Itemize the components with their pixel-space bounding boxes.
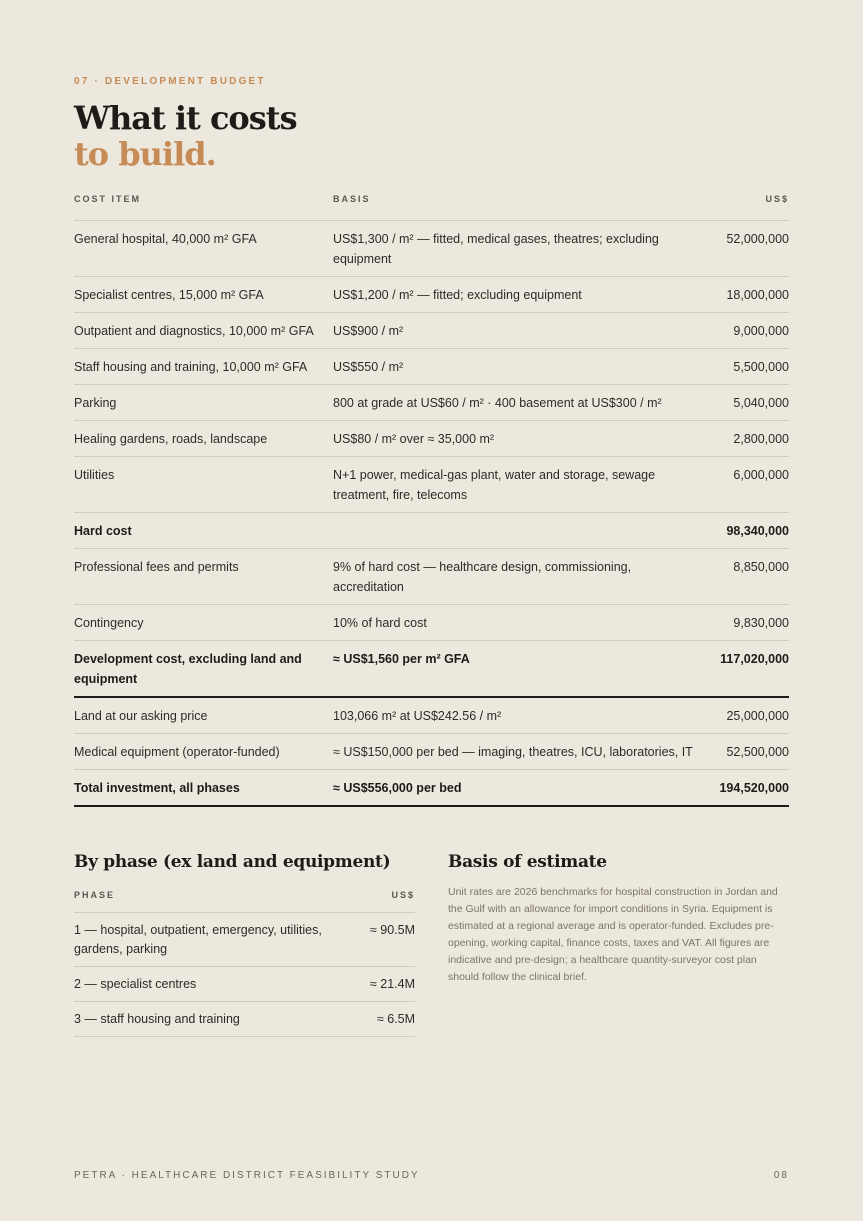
basis-heading: Basis of estimate (448, 852, 607, 872)
table-row (74, 457, 789, 513)
footer-title: PETRA · HEALTHCARE DISTRICT FEASIBILITY STUDY (74, 1170, 420, 1181)
cell-item: Utilities (74, 457, 333, 513)
basis-of-estimate-section (448, 852, 789, 986)
section-kicker: 07 · DEVELOPMENT BUDGET (74, 76, 266, 87)
cell-phase: 2 — specialist centres (74, 967, 354, 1002)
cell-item: Hard cost (74, 513, 333, 549)
title-line-2: to build. (74, 135, 216, 173)
table-row (74, 967, 415, 1002)
cell-value: 5,500,000 (708, 349, 789, 385)
cell-value: ≈ 90.5M (354, 913, 415, 967)
cell-value: ≈ 21.4M (354, 967, 415, 1002)
cell-basis: ≈ US$1,560 per m² GFA (333, 641, 708, 698)
header-usd: US$ (354, 890, 415, 913)
cell-item: Professional fees and permits (74, 549, 333, 605)
cell-item: Staff housing and training, 10,000 m² GFA (74, 349, 333, 385)
cell-phase: 3 — staff housing and training (74, 1002, 354, 1037)
cell-item: Healing gardens, roads, landscape (74, 421, 333, 457)
page-footer (74, 1170, 789, 1181)
cell-basis: 800 at grade at US$60 / m² · 400 basement at US$300 / m² (333, 385, 708, 421)
cell-item: Specialist centres, 15,000 m² GFA (74, 277, 333, 313)
cell-basis: ≈ US$556,000 per bed (333, 770, 708, 807)
cell-value: 25,000,000 (708, 697, 789, 734)
by-phase-heading: By phase (ex land and equipment) (74, 852, 391, 872)
cell-basis (333, 513, 708, 549)
by-phase-section (74, 852, 415, 1037)
cell-basis: US$900 / m² (333, 313, 708, 349)
cell-item: Total investment, all phases (74, 770, 333, 807)
phase-table-header (74, 890, 415, 913)
table-row (74, 734, 789, 770)
cell-item: Outpatient and diagnostics, 10,000 m² GFA (74, 313, 333, 349)
cell-basis: US$80 / m² over ≈ 35,000 m² (333, 421, 708, 457)
table-row (74, 313, 789, 349)
cell-item: Land at our asking price (74, 697, 333, 734)
cell-item: Medical equipment (operator-funded) (74, 734, 333, 770)
cell-value: ≈ 6.5M (354, 1002, 415, 1037)
cell-phase: 1 — hospital, outpatient, emergency, utilities, gardens, parking (74, 913, 354, 967)
header-cost-item: COST ITEM (74, 194, 333, 221)
cell-value: 8,850,000 (708, 549, 789, 605)
page-title (74, 100, 297, 172)
cell-basis: 9% of hard cost — healthcare design, commissioning, accreditation (333, 549, 708, 605)
table-row (74, 349, 789, 385)
cell-value: 9,830,000 (708, 605, 789, 641)
table-row (74, 1002, 415, 1037)
cell-value: 98,340,000 (708, 513, 789, 549)
cell-basis: US$550 / m² (333, 349, 708, 385)
table-row (74, 697, 789, 734)
table-row (74, 913, 415, 967)
cell-item: Development cost, excluding land and equipment (74, 641, 333, 698)
cell-item: General hospital, 40,000 m² GFA (74, 221, 333, 277)
total-row (74, 770, 789, 807)
cell-basis: US$1,200 / m² — fitted; excluding equipment (333, 277, 708, 313)
table-row (74, 549, 789, 605)
cell-value: 52,500,000 (708, 734, 789, 770)
cost-table-header (74, 194, 789, 221)
table-row (74, 421, 789, 457)
header-basis: BASIS (333, 194, 708, 221)
cell-value: 9,000,000 (708, 313, 789, 349)
cell-basis: N+1 power, medical-gas plant, water and storage, sewage treatment, fire, telecoms (333, 457, 708, 513)
cell-basis: 103,066 m² at US$242.56 / m² (333, 697, 708, 734)
cell-value: 2,800,000 (708, 421, 789, 457)
subtotal-row-development-cost (74, 641, 789, 698)
header-phase: PHASE (74, 890, 354, 913)
cell-basis: US$1,300 / m² — fitted, medical gases, theatres; excluding equipment (333, 221, 708, 277)
header-usd: US$ (708, 194, 789, 221)
cost-table (74, 194, 789, 807)
page-number: 08 (773, 1170, 789, 1181)
title-line-1: What it costs (74, 99, 297, 137)
phase-table (74, 890, 415, 1037)
cell-value: 6,000,000 (708, 457, 789, 513)
basis-text: Unit rates are 2026 benchmarks for hospital construction in Jordan and the Gulf with an allowance for import conditions in Syria. Equipment is estimated at a regional average and is operator-funded. Excludes pre-opening, working capital, finance costs, taxes and VAT. All figures are indicative and pre-design; a healthcare quantity-surveyor cost plan should follow the clinical brief. (448, 886, 778, 983)
cell-value: 5,040,000 (708, 385, 789, 421)
cell-value: 194,520,000 (708, 770, 789, 807)
cell-value: 52,000,000 (708, 221, 789, 277)
table-row (74, 277, 789, 313)
cell-basis: ≈ US$150,000 per bed — imaging, theatres, ICU, laboratories, IT (333, 734, 708, 770)
cell-item: Contingency (74, 605, 333, 641)
cell-value: 18,000,000 (708, 277, 789, 313)
cell-basis: 10% of hard cost (333, 605, 708, 641)
table-row (74, 605, 789, 641)
table-row (74, 385, 789, 421)
cell-value: 117,020,000 (708, 641, 789, 698)
table-row (74, 221, 789, 277)
subtotal-row-hard-cost (74, 513, 789, 549)
cell-item: Parking (74, 385, 333, 421)
